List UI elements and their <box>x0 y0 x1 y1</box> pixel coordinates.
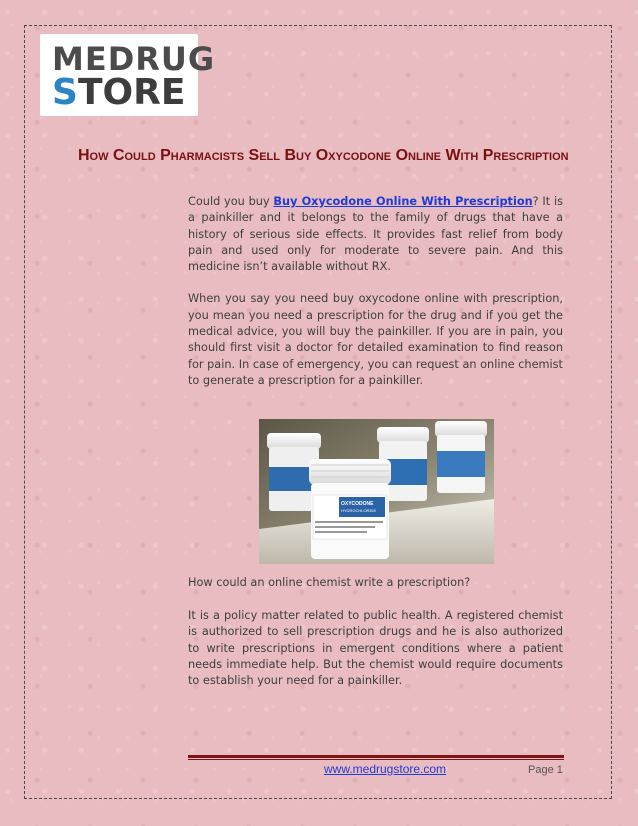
logo-s-letter: S <box>52 72 78 113</box>
logo-line-2 <box>52 74 185 112</box>
section-question: How could an online chemist write a prescription? <box>188 576 471 589</box>
product-link[interactable]: Buy Oxycodone Online With Prescription <box>273 195 533 208</box>
footer-website-link[interactable]: www.medrugstore.com <box>324 762 447 776</box>
pill-bottles-photo <box>259 419 494 564</box>
bottle-label-text-2: HYDROCHLORIDE <box>341 508 377 513</box>
bottle-label-text: OXYCODONE <box>341 501 374 507</box>
page-number: Page 1 <box>528 764 563 776</box>
paragraph-2: When you say you need buy oxycodone online with prescription, you mean you need a prescription for the drug and if you get the medical advice, you will buy the painkiller. If you are in pain, you should first visit a doctor for detailed examination to find reason for pain. In case of emergency, you can request an online chemist to generate a prescription for a painkiller. <box>188 292 563 387</box>
paragraph-1-start: Could you buy <box>188 195 274 208</box>
pill-bottles-image <box>259 419 494 564</box>
footer-divider <box>188 755 564 760</box>
paragraph-3: It is a policy matter related to public health. A registered chemist is authorized to sell prescription drugs and he is also authorized to write prescriptions in emergent conditions where a patient needs immediate help. But the chemist would require documents to establish your need for a painkiller. <box>188 609 563 688</box>
medrugstore-logo[interactable] <box>40 34 216 116</box>
article-body <box>188 194 563 405</box>
logo-line-1: MEDRUG <box>52 40 216 78</box>
paragraph-1-end: ? It is a painkiller and it belongs to the family of drugs that have a history of serious side effects. It provides fast relief from body pain and used only for moderate to severe pain. And this medicine isn’t available without RX. <box>188 195 563 274</box>
logo-line-2-rest: TORE <box>77 72 186 113</box>
paragraph-1 <box>188 194 563 275</box>
page-title: How Could Pharmacists Sell Buy Oxycodone Online With Prescription <box>78 147 569 164</box>
